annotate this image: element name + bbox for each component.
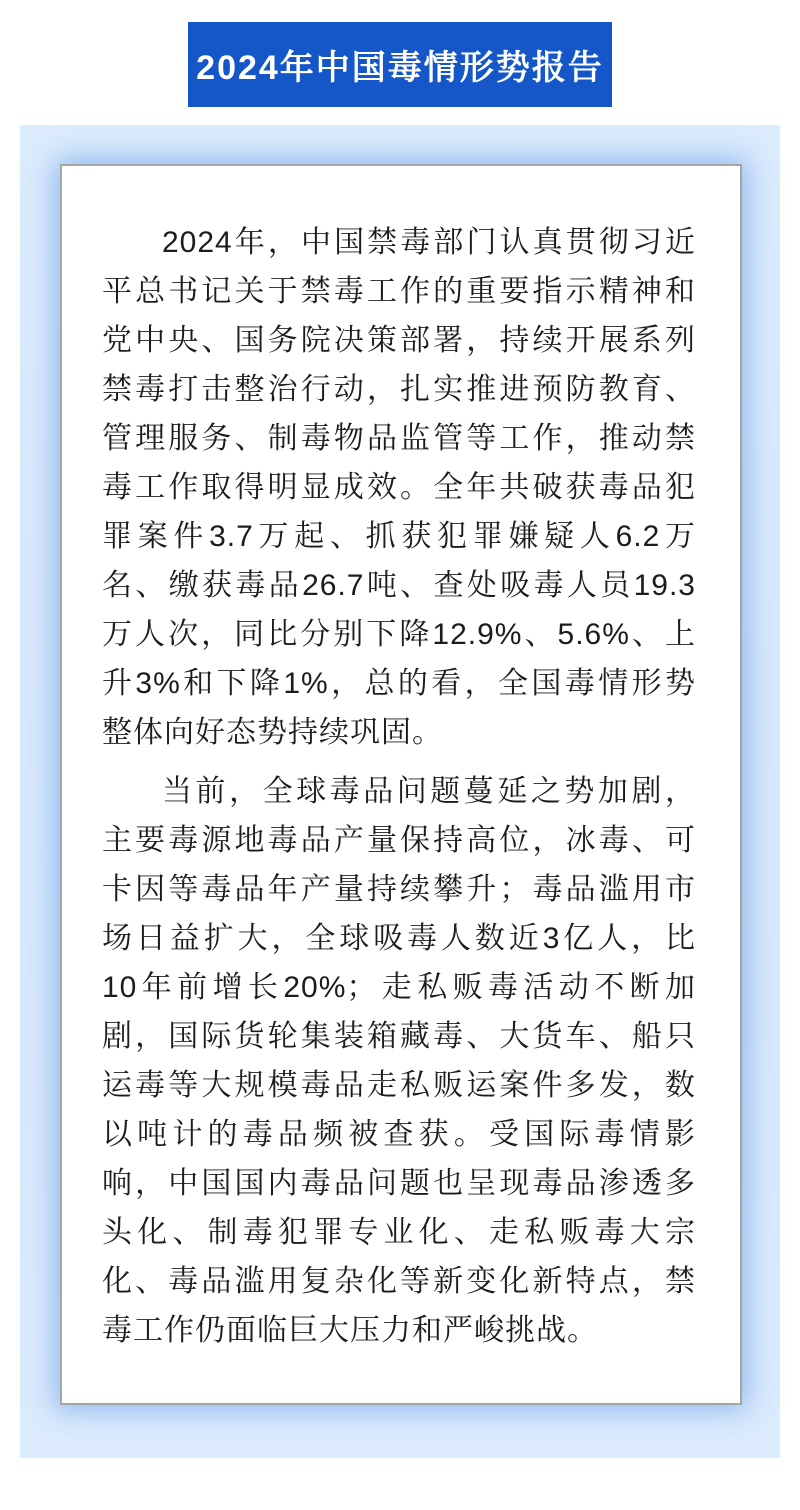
text-line: 头化、制毒犯罪专业化、走私贩毒大宗 — [102, 1216, 696, 1249]
paragraph-2 — [102, 767, 696, 1355]
content-panel — [20, 125, 780, 1458]
text-line: 毒工作取得明显成效。全年共破获毒品犯 — [102, 471, 696, 504]
text-line: 以吨计的毒品频被查获。受国际毒情影 — [102, 1118, 696, 1151]
text-line: 整体向好态势持续巩固。 — [102, 716, 443, 749]
text-line: 场日益扩大，全球吸毒人数近3亿人，比 — [102, 922, 696, 955]
text-line: 名、缴获毒品26.7吨、查处吸毒人员19.3 — [102, 569, 696, 602]
text-line: 党中央、国务院决策部署，持续开展系列 — [102, 324, 696, 357]
text-line: 毒工作仍面临巨大压力和严峻挑战。 — [102, 1314, 598, 1347]
report-card — [60, 164, 742, 1405]
text-line: 化、毒品滥用复杂化等新变化新特点，禁 — [102, 1265, 696, 1298]
text-line: 2024年，中国禁毒部门认真贯彻习近 — [162, 226, 696, 259]
report-body — [102, 218, 696, 1355]
text-line: 万人次，同比分别下降12.9%、5.6%、上 — [102, 618, 696, 651]
page — [0, 22, 800, 1510]
report-title-banner — [188, 22, 612, 107]
text-line: 平总书记关于禁毒工作的重要指示精神和 — [102, 275, 696, 308]
report-title: 2024年中国毒情形势报告 — [196, 49, 604, 87]
text-line: 运毒等大规模毒品走私贩运案件多发，数 — [102, 1069, 696, 1102]
text-line: 升3%和下降1%，总的看，全国毒情形势 — [102, 667, 696, 700]
text-line: 管理服务、制毒物品监管等工作，推动禁 — [102, 422, 696, 455]
text-line: 禁毒打击整治行动，扎实推进预防教育、 — [102, 373, 696, 406]
text-line: 响，中国国内毒品问题也呈现毒品渗透多 — [102, 1167, 696, 1200]
text-line: 10年前增长20%；走私贩毒活动不断加 — [102, 971, 696, 1004]
text-line: 罪案件3.7万起、抓获犯罪嫌疑人6.2万 — [102, 520, 696, 553]
text-line: 剧，国际货轮集装箱藏毒、大货车、船只 — [102, 1020, 696, 1053]
text-line: 卡因等毒品年产量持续攀升；毒品滥用市 — [102, 873, 696, 906]
paragraph-1 — [102, 218, 696, 757]
text-line: 当前，全球毒品问题蔓延之势加剧， — [162, 775, 696, 808]
text-line: 主要毒源地毒品产量保持高位，冰毒、可 — [102, 824, 696, 857]
